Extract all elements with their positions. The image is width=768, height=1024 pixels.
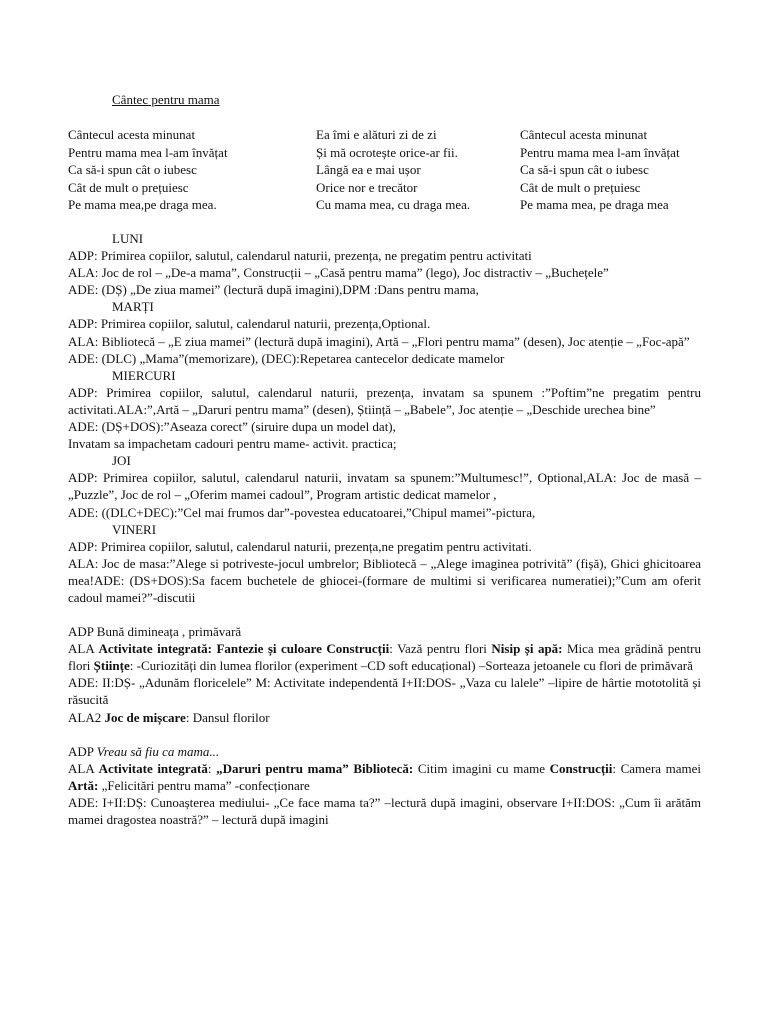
- poem-stanza-3: [520, 126, 680, 214]
- mama-adp: [68, 743, 701, 760]
- poem-line: Pe mama mea,pe draga mea.: [68, 197, 217, 212]
- poem-title: Cântec pentru mama: [112, 92, 220, 107]
- poem-line: Și mă ocrotește orice-ar fii.: [316, 144, 458, 160]
- bold-text: Construcții: [549, 760, 613, 776]
- joi-ade: ADE: ((DLC+DEC):”Cel mai frumos dar”-povestea educatoarei,”Chipul mamei”-pictura,: [68, 504, 536, 520]
- bold-text: Artă:: [68, 777, 99, 793]
- text: Mica mea grădină pentru flori: [68, 641, 701, 674]
- marti-adp: ADP: Primirea copiilor, salutul, calendarul naturii, prezența,Optional.: [68, 316, 431, 332]
- poem-line: Orice nor e trecător: [316, 179, 418, 195]
- poem-line: Lângă ea e mai ușor: [316, 162, 421, 177]
- poem-line: Pentru mama mea l-am învățat: [68, 144, 228, 160]
- text: : Dansul florilor: [185, 709, 270, 725]
- poem-stanza-2: [316, 126, 470, 214]
- label: ADP: [68, 624, 97, 640]
- label: ALA2: [68, 709, 105, 725]
- poem-line: Ca să-i spun cât o iubesc: [68, 162, 197, 177]
- text: : Vază pentru flori: [389, 641, 492, 657]
- text: : Camera mamei: [612, 760, 702, 776]
- text: : -Curiozități din lumea florilor (experiment –CD soft educațional) –Sorteaza jetoanele cu flori de primăvară: [129, 658, 693, 674]
- luni-ade: ADE: (DȘ) „De ziua mamei” (lectură după imagini),DPM :Dans pentru mama,: [68, 282, 479, 298]
- poem-line: Ea îmi e alături zi de zi: [316, 127, 437, 142]
- vineri-adp: ADP: Primirea copiilor, salutul, calendarul naturii, prezența,ne pregatim pentru activitati.: [68, 538, 532, 554]
- marti-ala: ALA: Bibliotecă – „E ziua mamei” (lectură după imagini), Artă – „Flori pentru mama” (desen), Joc atenție – „Foc-apă”: [68, 333, 690, 349]
- poem-line: Pe mama mea, pe draga mea: [520, 197, 669, 212]
- poem-stanza-1: [68, 126, 228, 214]
- mama-ade: ADE: I+II:DȘ: Cunoașterea mediului- „Ce face mama ta?” –lectură după imagini, observare I+II:DOS: „Cum îi arătăm mamei dragostea noastră?” – lectură după imagini: [68, 794, 701, 827]
- text: Citim imagini cu mame: [413, 760, 550, 776]
- poem-line: Cât de mult o prețuiesc: [520, 179, 641, 195]
- spring-ala2: [68, 709, 701, 726]
- weekly-plan: [68, 230, 701, 828]
- bold-text: Activitate integrată: Fantezie și culoare Construcții: [98, 641, 390, 657]
- vineri-ala: ALA: Joc de masa:”Alege si potriveste-jocul umbrelor; Bibliotecă – „Alege imaginea potrivită” (fișă), Ghici ghicitoarea mea!ADE: (DS+DOS):Sa facem buchetele de ghiocei-(formare de multimi si verificarea numeratiei);”Cum am oferit cadoul mamei?”-discutii: [68, 555, 701, 605]
- day-heading-joi: JOI: [112, 453, 131, 469]
- joi-adp: ADP: Primirea copiilor, salutul, calendarul naturii, invatam sa spunem:”Multumesc!”, Optional,ALA: Joc de masă – „Puzzle”, Joc de rol – „Oferim mamei cadoul”, Program artistic dedicat mamelor ,: [68, 470, 701, 503]
- mama-ala: [68, 760, 701, 794]
- theme: Bună dimineața , primăvară: [96, 624, 242, 640]
- poem-line: Ca să-i spun cât o iubesc: [520, 162, 649, 177]
- spring-adp: [68, 623, 701, 640]
- label: ALA: [68, 641, 99, 657]
- label: ALA: [68, 760, 99, 776]
- marti-ade: ADE: (DLC) „Mama”(memorizare), (DEC):Repetarea cantecelor dedicate mamelor: [68, 350, 505, 366]
- spring-ala: [68, 640, 701, 674]
- poem-line: Pentru mama mea l-am învățat: [520, 144, 680, 160]
- theme: Vreau să fiu ca mama...: [96, 743, 220, 759]
- day-heading-marti: MARȚI: [112, 299, 154, 315]
- bold-text: Științe: [93, 658, 130, 674]
- spring-ade: ADE: II:DȘ- „Adunăm floricelele” M: Activitate independentă I+II:DOS- „Vaza cu lalele” –lipire de hârtie mototolită și răsucită: [68, 675, 701, 708]
- miercuri-ade: ADE: (DȘ+DOS):”Aseaza corect” (siruire dupa un model dat),: [68, 419, 396, 435]
- luni-ala: ALA: Joc de rol – „De-a mama”, Construcții – „Casă pentru mama” (lego), Joc distractiv – „Buchețele”: [68, 265, 609, 281]
- bold-text: Nisip și apă:: [491, 641, 563, 657]
- label: ADP: [68, 743, 97, 759]
- day-heading-luni: LUNI: [112, 231, 144, 246]
- day-heading-miercuri: MIERCURI: [112, 367, 176, 383]
- spacer: [68, 606, 701, 623]
- poem-line: Cu mama mea, cu draga mea.: [316, 197, 471, 212]
- bold-text: Joc de mișcare: [104, 709, 186, 725]
- text: „Felicitări pentru mama” -confecționare: [98, 777, 310, 793]
- miercuri-adp: ADP: Primirea copiilor, salutul, calendarul naturii, prezența, invatam sa spunem :”Poftim”ne pregatim pentru activitati.ALA:”,Artă – „Daruri pentru mama” (desen), Știință – „Babele”, Joc atenție – „Deschide urechea bine”: [68, 384, 701, 417]
- bold-text: Activitate integrată: [98, 760, 208, 776]
- miercuri-extra: Invatam sa impachetam cadouri pentru mame- activit. practica;: [68, 436, 397, 452]
- text: :: [207, 760, 217, 776]
- day-heading-vineri: VINERI: [112, 521, 157, 537]
- spacer: [68, 726, 701, 743]
- bold-text: „Daruri pentru mama” Bibliotecă:: [216, 760, 414, 776]
- poem-line: Cântecul acesta minunat: [520, 127, 648, 142]
- poem-line: Cât de mult o prețuiesc: [68, 179, 189, 195]
- poem-line: Cântecul acesta minunat: [68, 127, 196, 142]
- luni-adp: ADP: Primirea copiilor, salutul, calendarul naturii, prezența, ne pregatim pentru activitati: [68, 248, 532, 264]
